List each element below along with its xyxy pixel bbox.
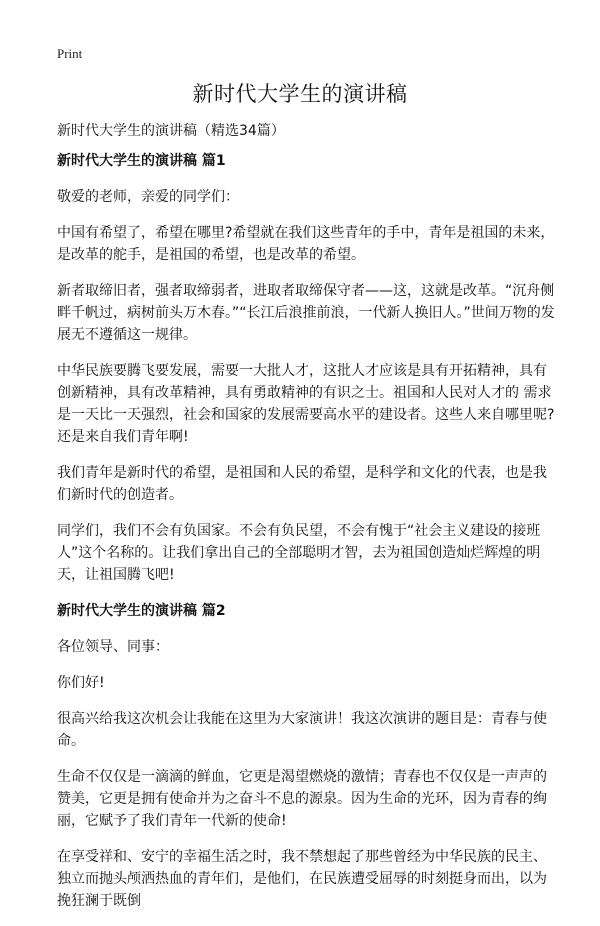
document-subtitle: 新时代大学生的演讲稿（精选34篇） [57, 123, 285, 139]
paragraph: 你们好! [57, 675, 105, 691]
speech-section-1 [57, 150, 557, 586]
paragraph: 生命不仅仅是一滴滴的鲜血，它更是渴望燃烧的激情；青春也不仅仅是一声声的赞美，它更是拥有使命并为之奋斗不息的源泉。因为生命的光环，因为青春的绚丽，它赋予了我们青年一代新的使命! [57, 769, 547, 829]
page-title: 新时代大学生的演讲稿 [192, 82, 408, 106]
paragraph: 新者取缔旧者，强者取缔弱者，进取者取缔保守者——这，这就是改革。“沉舟侧畔千帆过，病树前头万木春。”“长江后浪推前浪，一代新人换旧人。”世间万物的发展无不遵循这一规律。 [57, 283, 555, 343]
print-link[interactable]: Print [57, 46, 83, 61]
paragraph: 很高兴给我这次机会让我能在这里为大家演讲！我这次演讲的题目是：青春与使命。 [57, 711, 547, 749]
paragraph: 各位领导、同事： [57, 639, 169, 655]
paragraph: 敬爱的老师，亲爱的同学们： [57, 189, 239, 205]
section-heading: 新时代大学生的演讲稿 篇1 [57, 153, 226, 169]
speech-section-2 [57, 600, 557, 912]
paragraph: 中华民族要腾飞要发展，需要一大批人才，这批人才应该是具有开拓精神，具有创新精神，具有改革精神，具有勇敢精神的有识之士。祖国和人民对人才的 需求是一天比一天强烈，社会和国家的发展需要高水平的建设者。这些人来自哪里呢?还是来自我们青年啊! [57, 363, 555, 445]
paragraph: 中国有希望了，希望在哪里?希望就在我们这些青年的手中，青年是祖国的未来，是改革的舵手，是祖国的希望，也是改革的希望。 [57, 225, 555, 263]
paragraph: 在享受祥和、安宁的幸福生活之时，我不禁想起了那些曾经为中华民族的民主、独立而抛头颅洒热血的青年们，是他们，在民族遭受屈辱的时刻挺身而出，以为挽狂澜于既倒 [57, 849, 547, 909]
paragraph: 我们青年是新时代的希望，是祖国和人民的希望，是科学和文化的代表，也是我们新时代的创造者。 [57, 465, 547, 503]
section-heading: 新时代大学生的演讲稿 篇2 [57, 603, 226, 619]
paragraph: 同学们，我们不会有负国家。不会有负民望，不会有愧于“社会主义建设的接班人”这个名称的。让我们拿出自己的全部聪明才智，去为祖国创造灿烂辉煌的明天，让祖国腾飞吧! [57, 523, 541, 583]
document-body [57, 150, 557, 926]
